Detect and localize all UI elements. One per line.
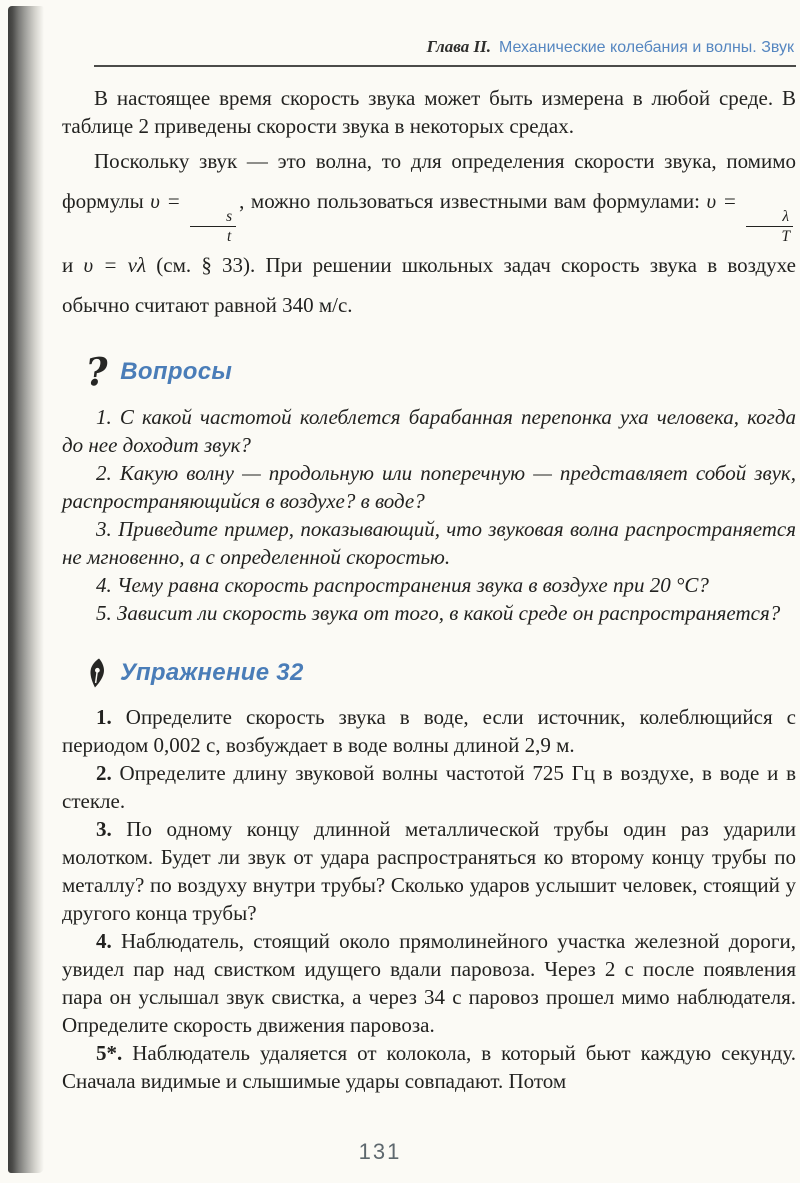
exercise-item-text: Определите скорость звука в воде, если источник, колеблющийся с периодом 0,002 с, возбуждает в воде волны длиной 2,9 м. [62,705,796,758]
question-item: 5. Зависит ли скорость звука от того, в какой среде он распространяется? [96,601,781,626]
fraction-denominator: t [227,228,232,246]
exercise-list [62,703,796,1095]
exercise-item-text: Определите длину звуковой волны частотой 725 Гц в воздухе, в воде и в стекле. [62,761,796,814]
intro-paragraph-2-text-3: и [62,253,84,278]
question-item: 2. Какую волну — продольную или поперечную — представляет собой звук, распространяющийся в воздухе? в воде? [62,461,796,514]
fraction-numerator: λ [746,208,793,227]
book-spine-shadow [8,6,44,1173]
exercise-item-text: Наблюдатель удаляется от колокола, в который бьют каждую секунду. Сначала видимые и слышимые удары совпадают. Потом [62,1041,797,1094]
exercise-item-number: 1. [96,705,112,730]
question-item: 1. С какой частотой колеблется барабанная перепонка уха человека, когда до нее доходит звук? [62,405,796,458]
exercise-item-number: 3. [96,817,112,842]
intro-paragraph-1: В настоящее время скорость звука может быть измерена в любой среде. В таблице 2 приведены скорости звука в некоторых средах. [62,86,796,138]
page-number: 131 [358,1139,402,1164]
exercise-item [62,703,796,759]
exercise-item-number: 2. [96,761,112,786]
running-header [62,37,796,58]
exercise-item-number: 5*. [96,1041,123,1066]
exercise-section-title: Упражнение 32 [120,659,304,687]
exercise-item-number: 4. [96,929,112,954]
questions-section-header [84,348,796,396]
intro-paragraph-2-text-1: Поскольку звук — это волна, то для определения скорости звука, помимо формулы [62,149,796,213]
question-mark-icon: ? [84,348,110,396]
pen-nib-icon [84,656,110,691]
formula-lambda-over-T [746,208,793,245]
formula-lambda-lhs: υ = [706,189,744,213]
exercise-item [62,927,796,1039]
exercise-item [62,815,796,927]
intro-paragraph-2 [62,141,796,325]
exercise-item [62,1039,796,1095]
exercise-item-text: По одному концу длинной металлической трубы один раз ударили молотком. Будет ли звук от удара распространяться ко второму концу трубы по металлу? по воздуху внутри трубы? Сколько ударов услышит человек, стоящий у другого конца трубы? [62,817,797,926]
intro-paragraph-2-text-2: , можно пользоваться известными вам формулами: [239,189,707,213]
formula-speed-lhs: υ = [150,189,188,213]
exercise-section-header [86,657,796,689]
chapter-title: Механические колебания и волны. Звук [498,39,794,56]
question-item: 4. Чему равна скорость распространения звука в воздухе при 20 °C? [96,573,709,598]
exercise-item-text: Наблюдатель, стоящий около прямолинейного участка железной дороги, увидел пар над свистком идущего вдали паровоза. Через 2 с после появления пара он услышал звук свистка, а через 34 с паровоз прошел мимо наблюдателя. Определите скорость движения паровоза. [62,929,796,1038]
exercise-item [62,759,796,815]
page-content [62,0,796,1183]
formula-s-over-t [190,208,236,245]
formula-v-nu-lambda: υ = νλ [83,253,147,278]
intro-paragraph-2-text-4: (см. § 33). При решении школьных задач скорость звука в воздухе обычно считают равной 340 м/с. [62,253,796,318]
chapter-label: Глава II. [426,37,491,56]
header-rule [94,65,796,67]
fraction-denominator: T [781,228,790,246]
questions-section-title: Вопросы [120,358,233,386]
questions-list [62,403,796,627]
question-item: 3. Приведите пример, показывающий, что звуковая волна распространяется не мгновенно, а с определенной скоростью. [62,517,796,570]
fraction-numerator: s [190,208,236,227]
